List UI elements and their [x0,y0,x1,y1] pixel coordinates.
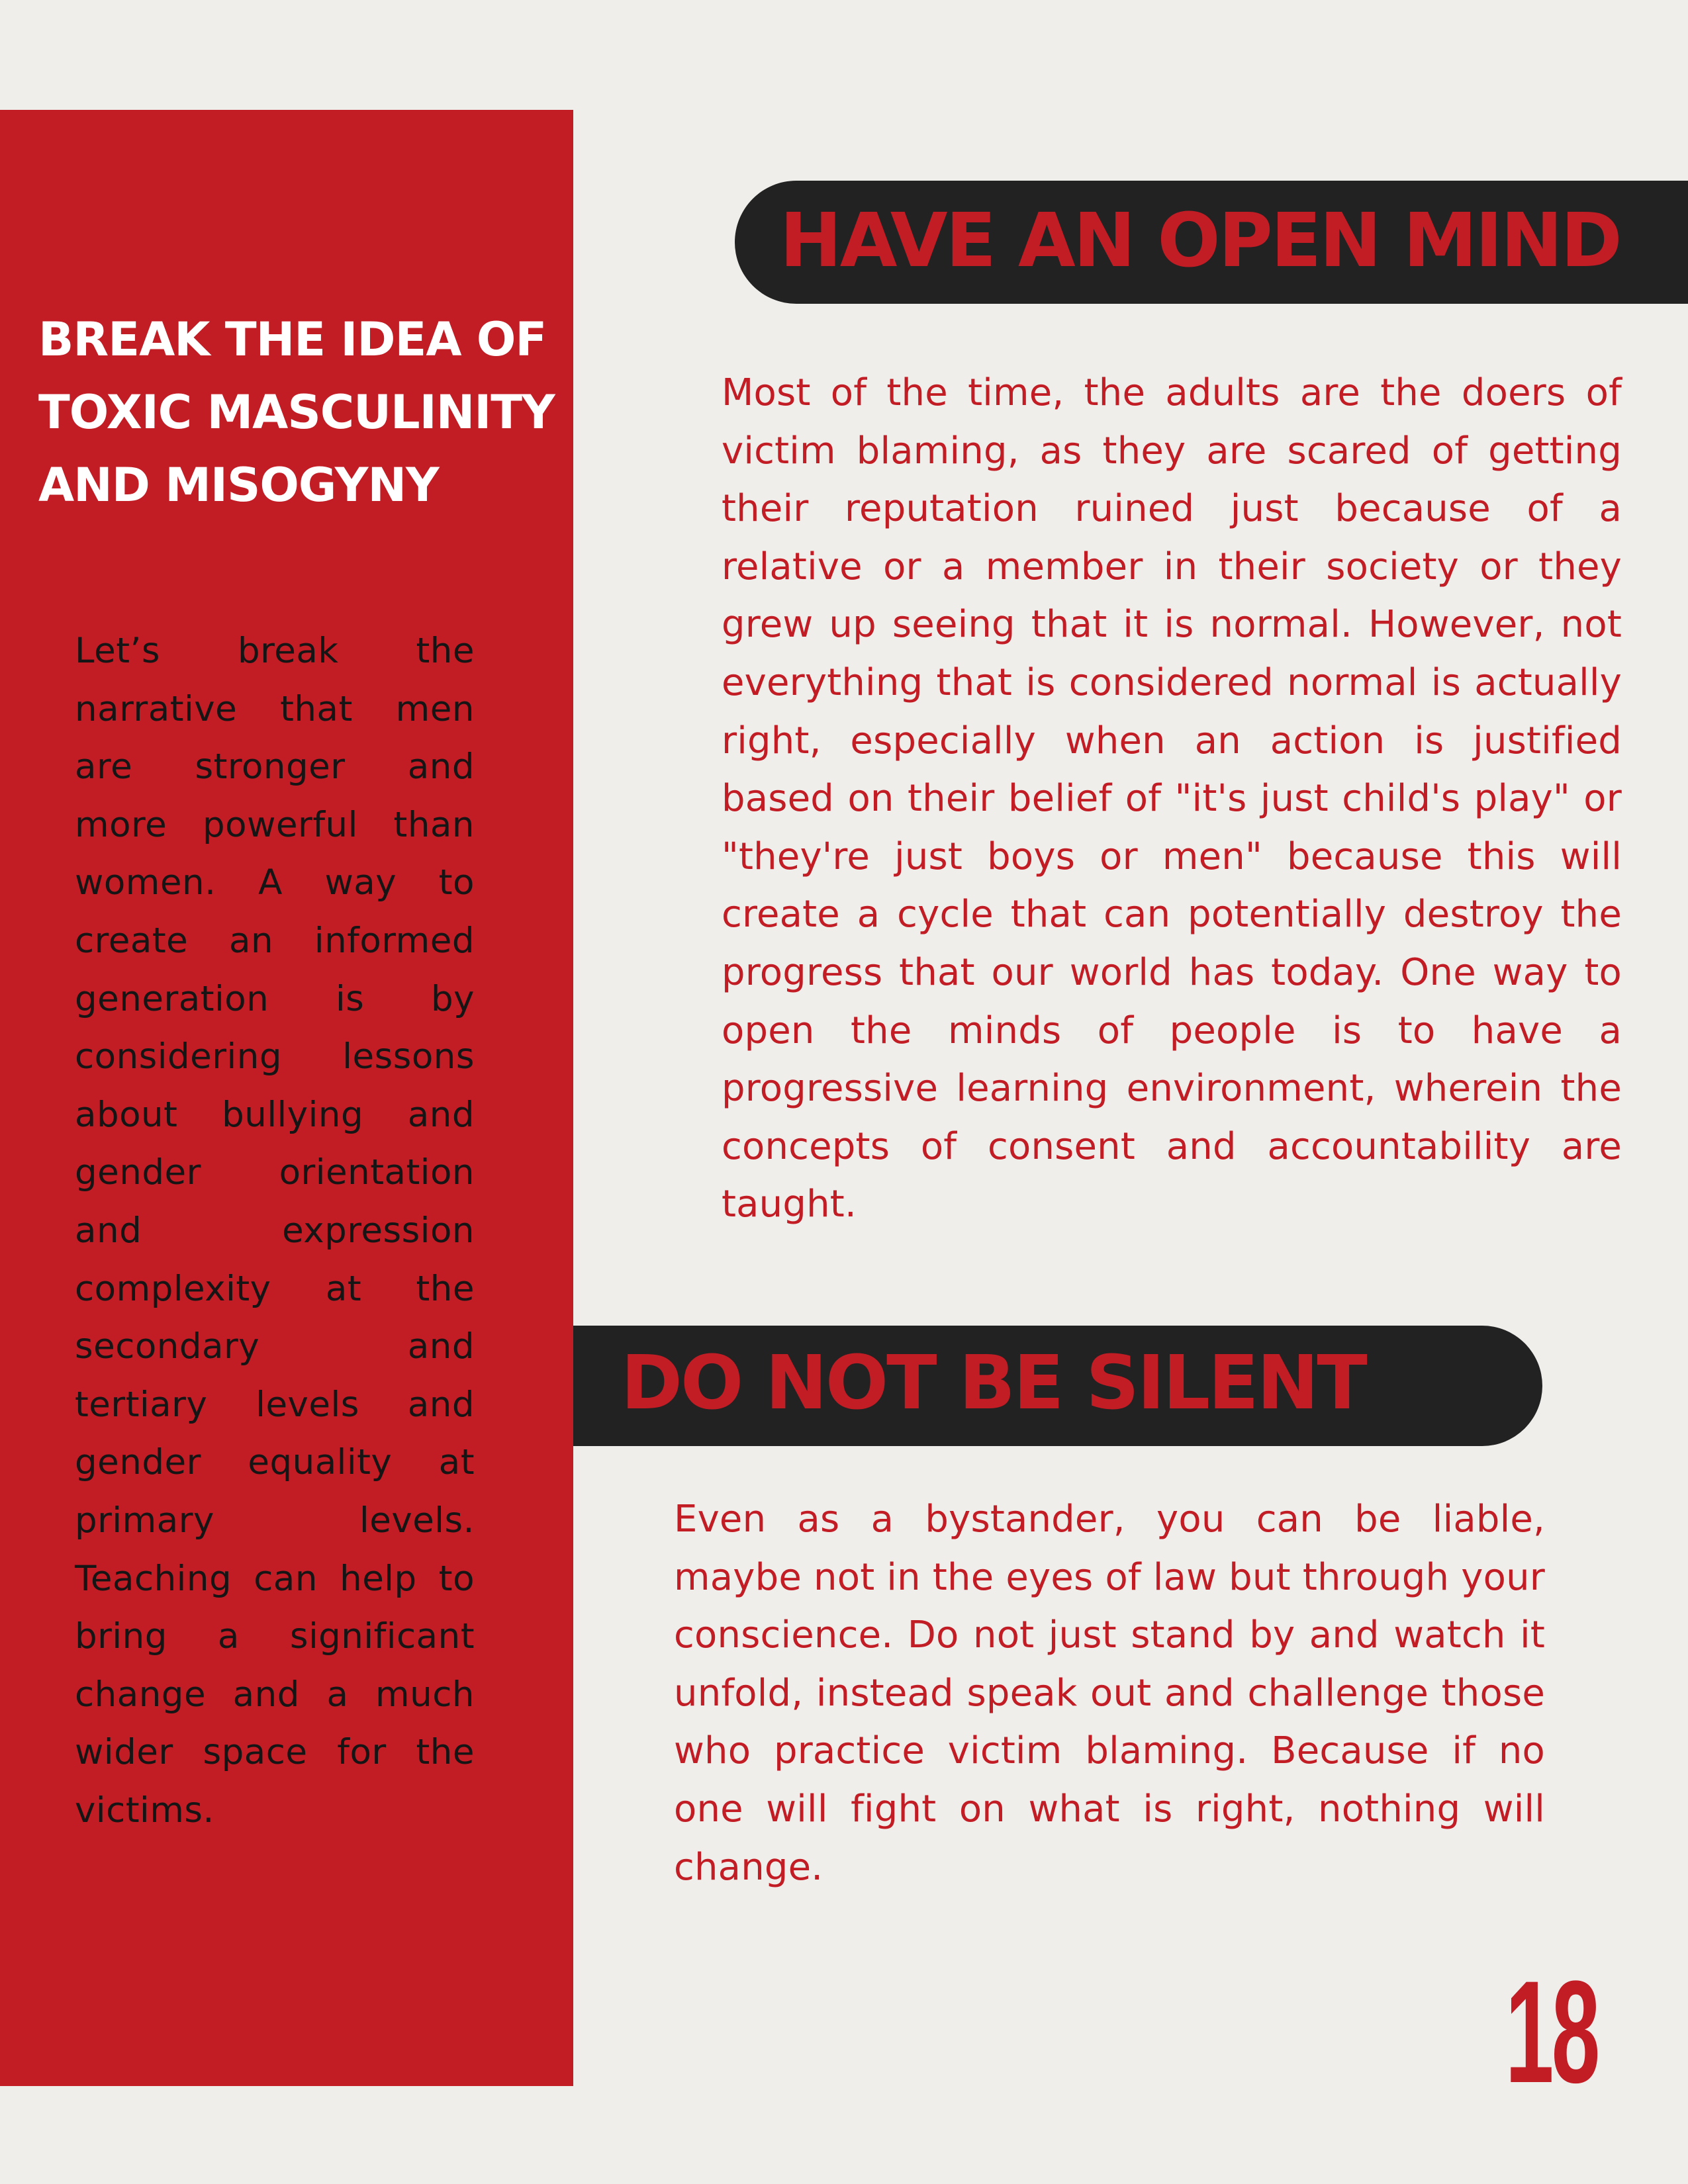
open-mind-title-banner [735,181,1688,304]
sidebar-body-text: Let’s break the narrative that men are stronger and more powerful than women. A way to create an informed generation is by considering lessons about bullying and gender orientation and expression complexity at the secondary and tertiary levels and gender equality at primary levels. Teaching can help to bring a significant change and a much wider space for the victims. [75,631,475,1831]
not-silent-title-banner [573,1326,1542,1446]
open-mind-title: HAVE AN OPEN MIND [780,198,1620,284]
not-silent-body-text: Even as a bystander, you can be liable, maybe not in the eyes of law but through your conscience. Do not just stand by and watch it unfold, instead speak out and challenge those who practice victim blaming. Because if no one will fight on what is right, nothing will change. [674,1498,1545,1889]
open-mind-body-text: Most of the time, the adults are the doers of victim blaming, as they are scared of getting their reputation ruined just because of a relative or a member in their society or they grew up seeing that it is normal. However, not everything that is considered normal is actually right, especially when an action is justified based on their belief of "it's just child's play" or "they're just boys or men" because this will create a cycle that can potentially destroy the progress that our world has today. One way to open the minds of people is to have a progressive learning environment, wherein the concepts of consent and accountability are taught. [722,371,1622,1226]
sidebar-heading: BREAK THE IDEA OF TOXIC MASCULINITY AND MISOGYNY [38,312,555,512]
not-silent-title: DO NOT BE SILENT [621,1340,1366,1426]
page-number: 18 [1505,1950,1598,2113]
